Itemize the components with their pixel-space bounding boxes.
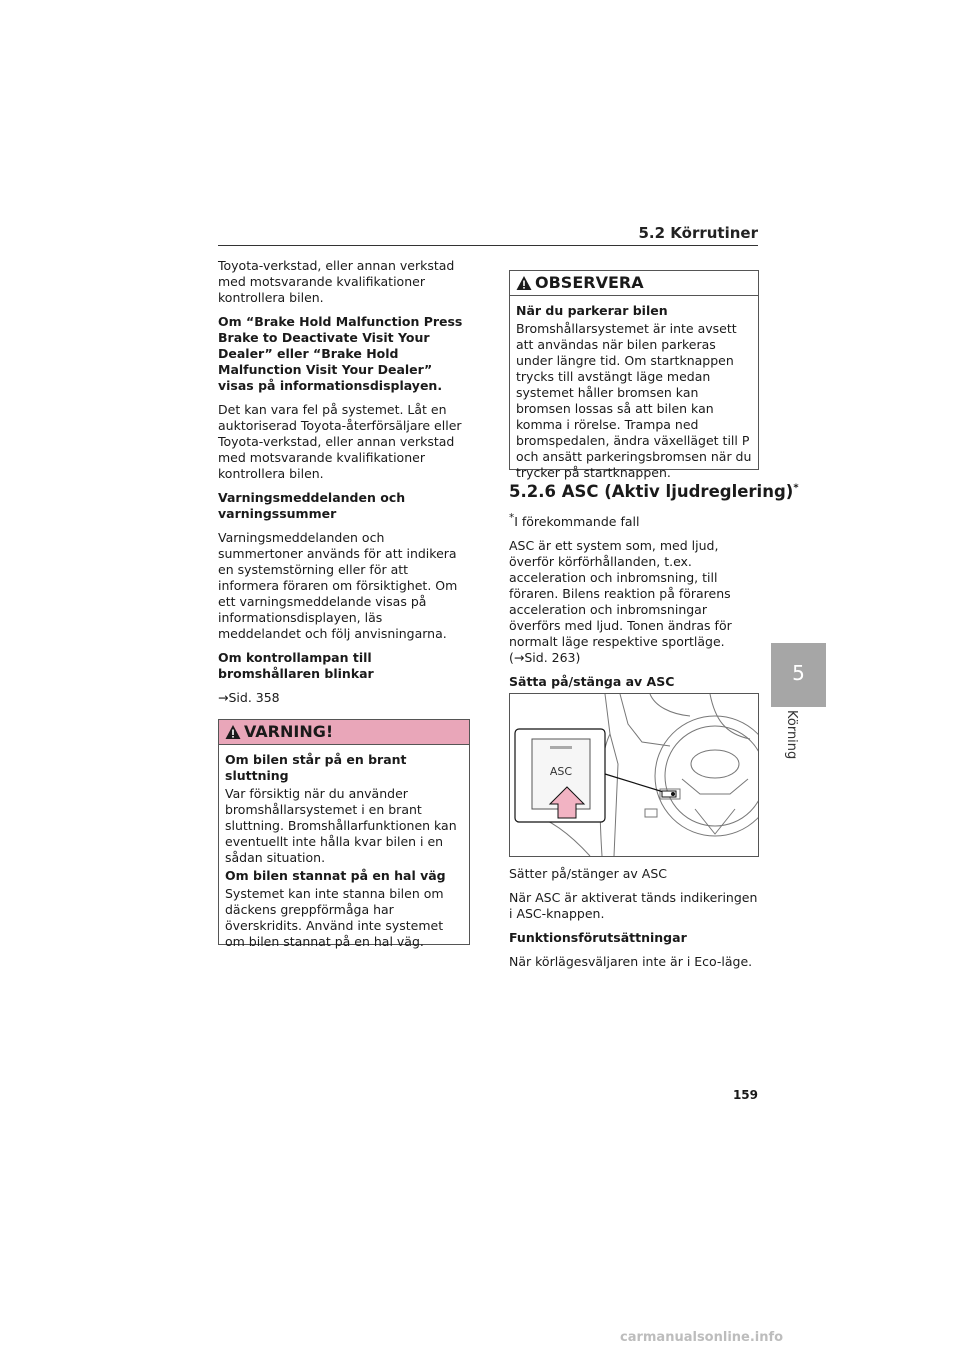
section-header: 5.2 Körrutiner bbox=[638, 224, 758, 242]
page-reference: →Sid. 358 bbox=[218, 690, 280, 705]
subheading: Om bilen står på en brant sluttning bbox=[225, 752, 407, 783]
subheading: När du parkerar bilen bbox=[516, 303, 668, 318]
subheading: Funktionsförutsättningar bbox=[509, 930, 687, 945]
subheading: Om kontrollampan till bromshållaren blinkar bbox=[218, 650, 374, 681]
subheading: Om bilen stannat på en hal väg bbox=[225, 868, 446, 883]
subheading: Varningsmeddelanden och varningssummer bbox=[218, 490, 406, 521]
footnote-marker: * bbox=[509, 512, 515, 524]
paragraph: Varningsmeddelanden och summertoner används för att indikera en systemstörning eller för att informera föraren om försiktighet. Om ett varningsmeddelande visas på informationsdisplayen, läs meddelandet och följ anvisningarna. bbox=[218, 530, 458, 641]
paragraph: Var försiktig när du använder bromshållarsystemet i en brant sluttning. Bromshållarfunktionen kan eventuellt inte hålla kvar bilen i en sådan situation. bbox=[225, 786, 457, 865]
asc-button-label: ASC bbox=[549, 765, 573, 778]
right-column bbox=[509, 510, 759, 698]
dashboard-drawing bbox=[510, 694, 758, 856]
figure-caption: Sätter på/stänger av ASC bbox=[509, 866, 667, 881]
notice-box bbox=[509, 270, 759, 480]
paragraph: Toyota-verkstad, eller annan verkstad med motsvarande kvalifikationer kontrollera bilen. bbox=[218, 258, 455, 305]
warning-triangle-icon bbox=[225, 724, 241, 740]
footnote-marker: * bbox=[793, 482, 799, 494]
chapter-tab bbox=[771, 643, 826, 707]
footnote bbox=[509, 510, 759, 530]
paragraph: Bromshållarsystemet är inte avsett att användas när bilen parkeras under längre tid. Om startknappen trycks till avstängt läge medan systemet håller bromsen kan bromsen lossas så att bilen kan komma i rörelse. Trampa ned bromspedalen, ändra växelläget till P och ansätt parkeringsbromsen när du trycker på startknappen. bbox=[516, 321, 752, 480]
paragraph: ASC är ett system som, med ljud, överför körförhållanden, t.ex. acceleration och inbromsning, till föraren. Bilens reaktion på förarens acceleration och inbromsningar överförs med ljud. Tonen ändras för normalt läge respektive sportläge. (→Sid. 263) bbox=[509, 538, 732, 666]
paragraph: När körlägesväljaren inte är i Eco-läge. bbox=[509, 954, 753, 969]
caution-triangle-icon bbox=[516, 275, 532, 291]
subheading: Sätta på/stänga av ASC bbox=[509, 674, 675, 690]
figure-caption-block bbox=[509, 866, 759, 978]
warning-title: VARNING! bbox=[244, 722, 334, 741]
paragraph: När ASC är aktiverat tänds indikeringen i ASC-knappen. bbox=[509, 890, 758, 921]
warning-header bbox=[219, 720, 469, 745]
section-title-text: 5.2.6 ASC (Aktiv ljudreglering) bbox=[509, 482, 794, 501]
warning-box bbox=[218, 719, 470, 949]
section-title bbox=[509, 482, 799, 501]
left-column bbox=[218, 258, 468, 714]
header-divider bbox=[218, 245, 758, 246]
button-indicator-icon bbox=[671, 792, 675, 796]
paragraph: Systemet kan inte stanna bilen om däckens greppförmåga har överskridits. Använd inte systemet om bilen stannat på en hal väg. bbox=[225, 886, 444, 949]
subheading: Om “Brake Hold Malfunction Press Brake to Deactivate Visit Your Dealer” eller “Brake Hold Malfunction Visit Your Dealer” visas på informationsdisplayen. bbox=[218, 314, 463, 393]
chapter-number: 5 bbox=[792, 661, 805, 685]
notice-title: OBSERVERA bbox=[535, 273, 644, 292]
notice-header bbox=[510, 271, 758, 296]
asc-button-illustration bbox=[509, 693, 759, 857]
paragraph: Det kan vara fel på systemet. Låt en auktoriserad Toyota-återförsäljare eller Toyota-verkstad, eller annan verkstad med motsvarande kvalifikationer kontrollera bilen. bbox=[218, 402, 462, 481]
page-number: 159 bbox=[732, 1088, 758, 1102]
footnote-text: I förekommande fall bbox=[514, 514, 640, 530]
chapter-label: Körning bbox=[784, 710, 799, 760]
watermark: carmanualsonline.info bbox=[620, 1330, 784, 1345]
